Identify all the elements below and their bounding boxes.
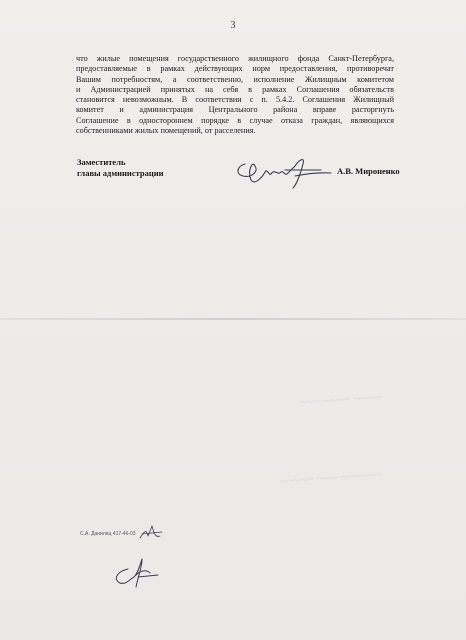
body-line: предоставляемые в рамках действующих норм предоставления, противоречат <box>76 64 394 74</box>
body-line: что жилые помещения государственного жилищного фонда Санкт-Петербурга, <box>76 54 394 63</box>
handwritten-initials <box>136 522 166 544</box>
signatory-title-line: Заместитель <box>77 157 126 167</box>
body-line: становится невозможным. В соответствии с п. 5.4.2. Соглашения Жилищный <box>76 95 394 105</box>
executor-note: С.А. Данилец 417-46-03 <box>80 531 136 537</box>
page-number: 3 <box>230 20 236 31</box>
body-line: Соглашение в одностороннем порядке в случае отказа граждан, являющихся <box>76 115 394 125</box>
signatory-name: А.В. Мироненко <box>337 166 400 176</box>
handwritten-signature-small <box>108 555 164 591</box>
body-line: собственниками жилых помещений, от расселения. <box>76 126 256 136</box>
body-line: Вашим потребностям, а соответственно, исполнение Жилищным комитетом <box>76 74 394 84</box>
body-line: и Администрацией принятых на себя в рамках Соглашения обязательств <box>76 84 394 94</box>
signatory-title-line: главы администрации <box>77 168 164 178</box>
signatory-title <box>77 157 164 179</box>
handwritten-signature <box>225 146 335 192</box>
body-line: комитет и администрация Центрального района вправе расторгнуть <box>76 105 394 115</box>
letter-body <box>76 54 394 136</box>
bleed-through-text: ~~~~~ ~~~ ~~~~~~ <box>279 466 382 489</box>
fold-crease <box>0 318 466 320</box>
bleed-through-text: ~~~ ~~~~ ~~~~ <box>299 389 382 410</box>
